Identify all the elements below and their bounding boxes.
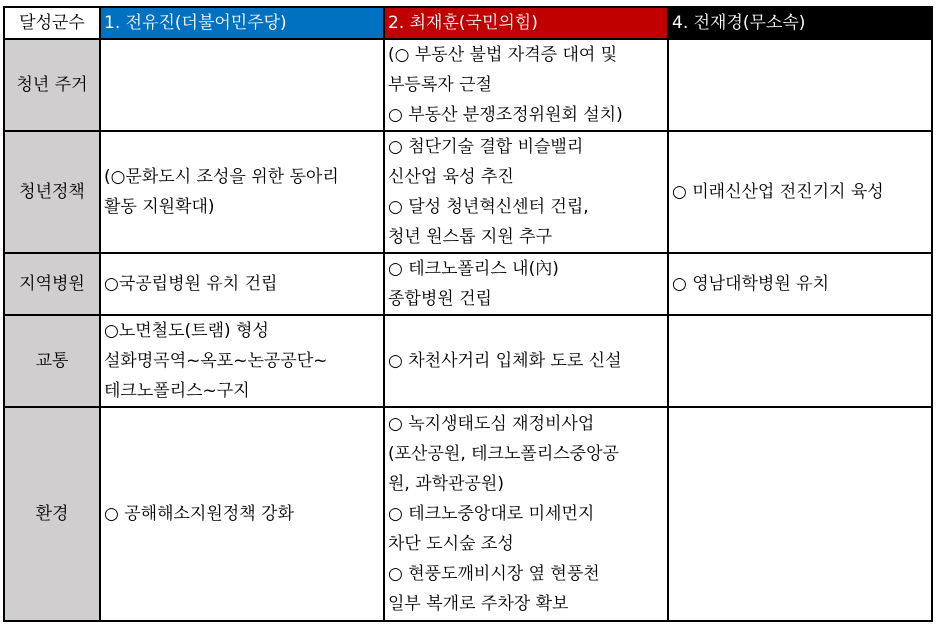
cell-c4 [668,131,932,253]
cell-line: ○ 첨단기술 결합 비슬밸리 [388,137,584,157]
table-row [4,253,932,315]
cell-line: 설화명곡역~옥포~논공공단~ [104,351,328,371]
candidate-1-header: 1. 전유진(더불어민주당) [100,7,384,39]
cell-line: ○ 공해해소지원정책 강화 [104,504,294,524]
table-row [4,131,932,253]
cell-line: ○국공립병원 유치 건립 [104,274,278,294]
cell-c4 [668,39,932,131]
cell-line: (포산공원, 테크노폴리스중앙공 [388,444,619,464]
cell-c4 [668,407,932,621]
cell-line: ○ 달성 청년혁신센터 건립, [388,197,589,217]
cell-line: ○ 녹지생태도심 재정비사업 [388,414,595,434]
cell-line: ○ 테크노중앙대로 미세먼지 [388,504,595,524]
cell-line: 활동 지원확대) [104,197,215,217]
cell-line: ○ 미래신산업 전진기지 육성 [672,182,884,202]
cell-c1 [100,407,384,621]
cell-c1 [100,253,384,315]
cell-line: 원, 과학관공원) [388,474,504,494]
category-transport: 교통 [4,315,100,407]
cell-line: 종합병원 건립 [388,289,492,309]
cell-line: ○ 차천사거리 입체화 도로 신설 [388,351,622,371]
table-row [4,315,932,407]
cell-line: 테크노폴리스~구지 [104,381,250,401]
cell-line: ○ 영남대학병원 유치 [672,274,830,294]
corner-header: 달성군수 [4,7,100,39]
header-row [4,7,932,39]
cell-c2 [384,253,668,315]
cell-line: (○ 부동산 불법 자격증 대여 및 [388,45,618,65]
cell-c1 [100,315,384,407]
pledge-comparison-table [3,6,933,622]
candidate-4-header: 4. 전재경(무소속) [668,7,932,39]
cell-c1 [100,131,384,253]
category-environment: 환경 [4,407,100,621]
cell-c2 [384,39,668,131]
cell-line: ○ 테크노폴리스 내(內) [388,259,559,279]
candidate-2-header: 2. 최재훈(국민의힘) [384,7,668,39]
cell-c2 [384,407,668,621]
cell-line: ○노면철도(트램) 형성 [104,321,269,341]
cell-line: 신산업 육성 추진 [388,167,514,187]
category-youth-policy: 청년정책 [4,131,100,253]
cell-c4 [668,253,932,315]
table-row [4,407,932,621]
cell-line: (○문화도시 조성을 위한 동아리 [104,167,339,187]
cell-c4 [668,315,932,407]
cell-line: 청년 원스톱 지원 추구 [388,227,553,247]
table-row [4,39,932,131]
category-youth-housing: 청년 주거 [4,39,100,131]
cell-line: 일부 복개로 주차장 확보 [388,594,569,614]
cell-line: ○ 현풍도깨비시장 옆 현풍천 [388,564,600,584]
cell-c2 [384,315,668,407]
category-regional-hospital: 지역병원 [4,253,100,315]
cell-line: 차단 도시숲 조성 [388,534,514,554]
cell-line: 부등록자 근절 [388,75,492,95]
cell-line: ○ 부동산 분쟁조정위원회 설치) [388,105,623,125]
cell-c2 [384,131,668,253]
cell-c1 [100,39,384,131]
